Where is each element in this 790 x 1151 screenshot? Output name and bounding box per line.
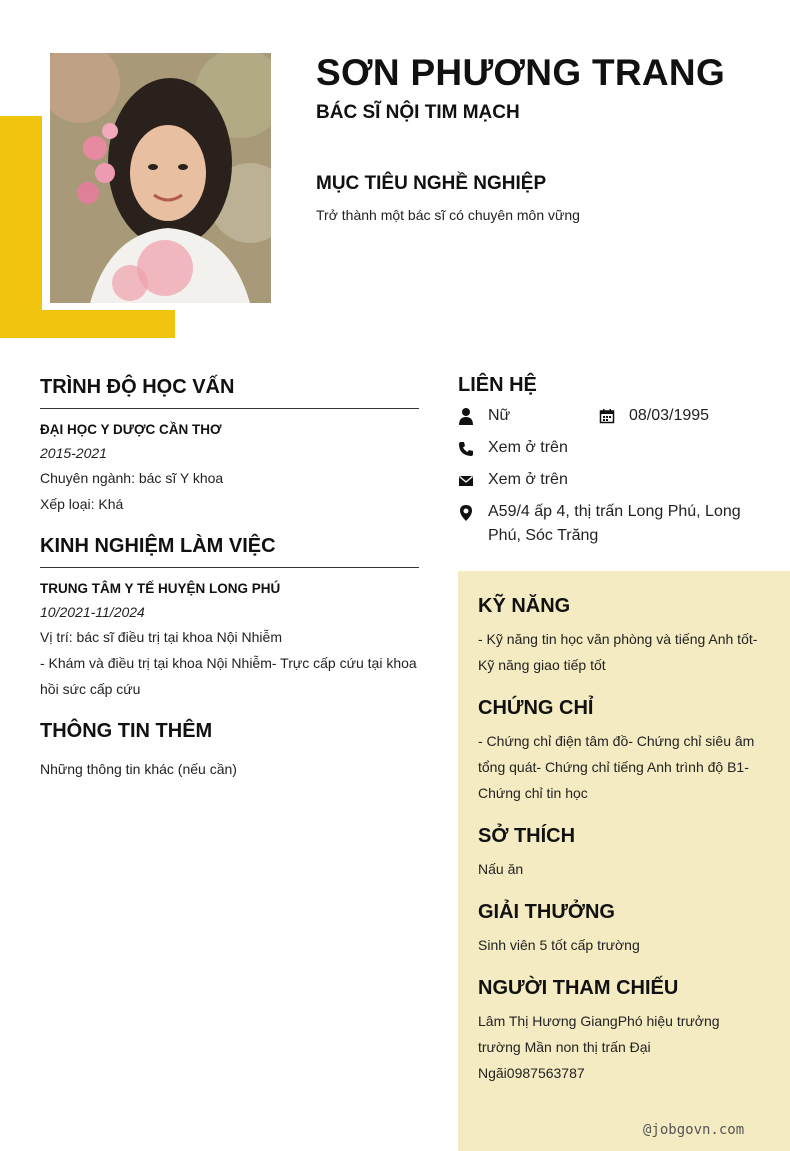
references-text: Lâm Thị Hương GiangPhó hiệu trưởng trường Mần non thị trấn Đại Ngãi0987563787 bbox=[478, 1013, 720, 1081]
phone-icon bbox=[458, 441, 474, 457]
accent-block-bottom bbox=[0, 310, 175, 338]
email-icon bbox=[458, 473, 474, 489]
education-heading: TRÌNH ĐỘ HỌC VẤN bbox=[40, 376, 235, 398]
accent-block bbox=[0, 116, 42, 338]
hobbies-text: Nấu ăn bbox=[478, 861, 524, 877]
candidate-name: SƠN PHƯƠNG TRANG bbox=[316, 52, 726, 93]
experience-org: TRUNG TÂM Y TẾ HUYỆN LONG PHÚ bbox=[40, 581, 281, 596]
user-icon bbox=[458, 408, 474, 424]
experience-position: Vị trí: bác sĩ điều trị tại khoa Nội Nhiễm bbox=[40, 629, 282, 645]
contact-heading: LIÊN HỆ bbox=[458, 374, 537, 396]
experience-heading: KINH NGHIỆM LÀM VIỆC bbox=[40, 535, 276, 557]
sidebar-panel bbox=[458, 571, 790, 1151]
certificates-heading: CHỨNG CHỈ bbox=[478, 697, 594, 719]
certificates-text: - Chứng chỉ điện tâm đồ- Chứng chỉ siêu âm tổng quát- Chứng chỉ tiếng Anh trình độ B1- Chứng chỉ tin học bbox=[478, 733, 755, 801]
experience-duties: - Khám và điều trị tại khoa Nội Nhiễm- Trực cấp cứu tại khoa hồi sức cấp cứu bbox=[40, 655, 417, 697]
extra-heading: THÔNG TIN THÊM bbox=[40, 720, 213, 742]
skills-text: - Kỹ năng tin học văn phòng và tiếng Anh tốt- Kỹ năng giao tiếp tốt bbox=[478, 631, 758, 673]
contact-address: A59/4 ấp 4, thị trấn Long Phú, Long Phú, Sóc Trăng bbox=[488, 503, 741, 544]
calendar-icon bbox=[599, 408, 615, 424]
awards-text: Sinh viên 5 tốt cấp trường bbox=[478, 937, 640, 953]
education-major: Chuyên ngành: bác sĩ Y khoa bbox=[40, 470, 224, 486]
contact-gender: Nữ bbox=[488, 407, 511, 424]
objective-text: Trở thành một bác sĩ có chuyên môn vững bbox=[316, 207, 580, 223]
education-grade: Xếp loại: Khá bbox=[40, 496, 124, 512]
education-dates: 2015-2021 bbox=[40, 445, 107, 461]
experience-dates: 10/2021-11/2024 bbox=[40, 604, 145, 620]
extra-text: Những thông tin khác (nếu cần) bbox=[40, 761, 237, 777]
references-heading: NGƯỜI THAM CHIẾU bbox=[478, 977, 679, 999]
profile-photo-illustration bbox=[50, 53, 271, 303]
contact-birthday: 08/03/1995 bbox=[629, 407, 710, 424]
skills-heading: KỸ NĂNG bbox=[478, 595, 571, 617]
hobbies-heading: SỞ THÍCH bbox=[478, 825, 576, 847]
watermark: @jobgovn.com bbox=[643, 1122, 745, 1138]
profile-photo bbox=[50, 53, 271, 303]
education-school: ĐẠI HỌC Y DƯỢC CẦN THƠ bbox=[40, 422, 222, 437]
awards-heading: GIẢI THƯỞNG bbox=[478, 901, 615, 923]
education-divider bbox=[40, 408, 419, 409]
objective-heading: MỤC TIÊU NGHỀ NGHIỆP bbox=[316, 173, 547, 194]
contact-email: Xem ở trên bbox=[488, 471, 568, 488]
experience-divider bbox=[40, 567, 419, 568]
contact-phone: Xem ở trên bbox=[488, 439, 568, 456]
location-pin-icon bbox=[458, 505, 474, 521]
job-title: BÁC SĨ NỘI TIM MẠCH bbox=[316, 102, 520, 123]
